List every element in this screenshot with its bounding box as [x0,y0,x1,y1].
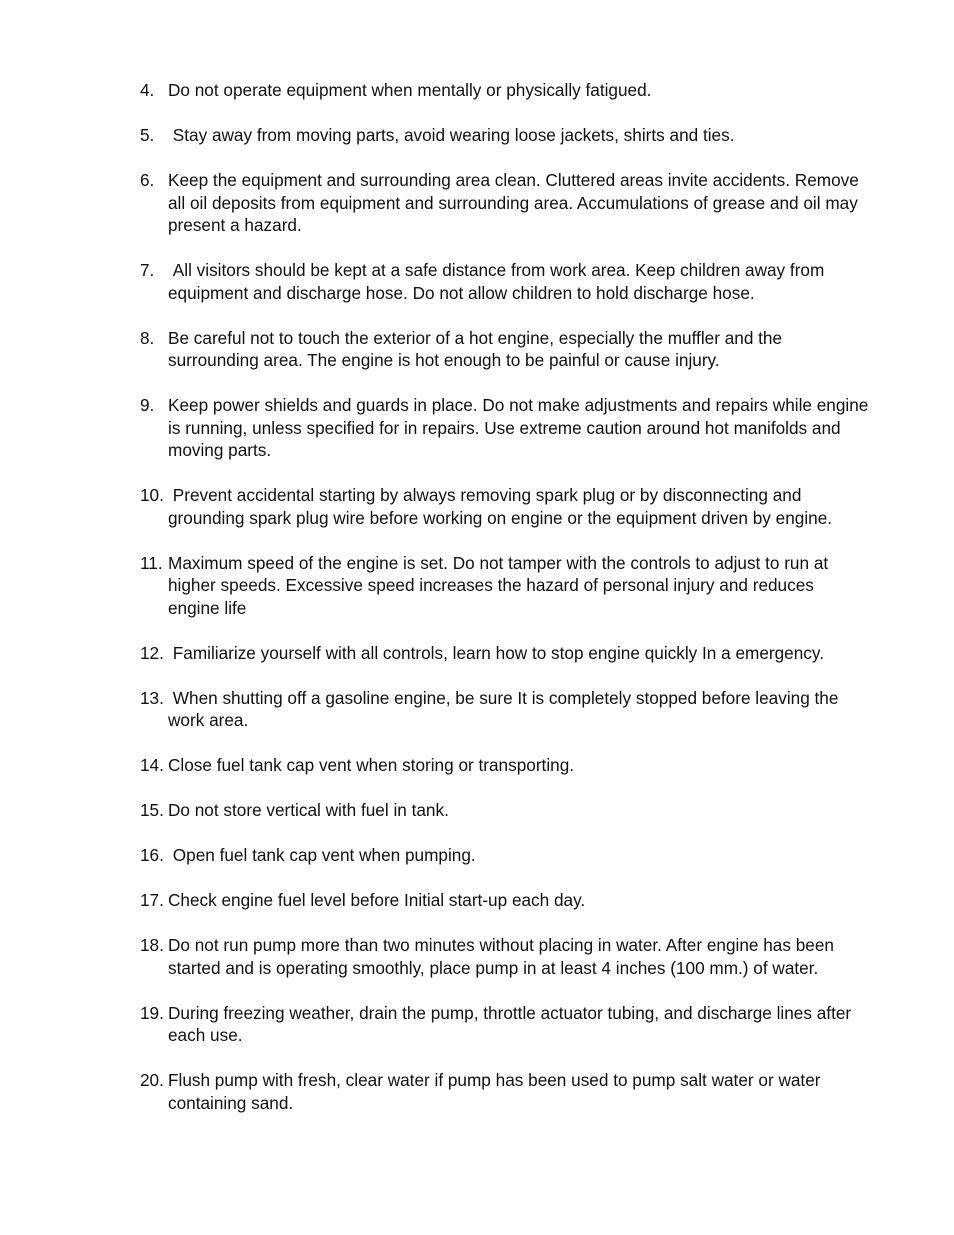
list-item [140,889,870,912]
list-item [140,799,870,822]
list-item [140,1069,870,1114]
item-number: 15. [140,800,164,820]
list-item [140,327,870,372]
item-text: Be careful not to touch the exterior of a hot engine, especially the muffler and the surrounding area. The engine is hot enough to be painful or cause injury. [168,327,787,370]
item-number: 5. [140,125,155,145]
item-number: 12. [140,642,164,663]
item-text: Stay away from moving parts, avoid wearing loose jackets, shirts and ties. [168,125,735,145]
item-number: 9. [140,395,155,415]
list-item [140,934,870,979]
list-item [140,394,874,462]
item-number: 4. [140,80,155,100]
item-number: 16. [140,845,164,865]
item-text: Do not operate equipment when mentally or physically fatigued. [168,80,652,100]
item-number: 8. [140,327,155,348]
item-text: During freezing weather, drain the pump, throttle actuator tubing, and discharge lines after each use. [168,1002,856,1045]
list-item [140,169,870,237]
item-text: Open fuel tank cap vent when pumping. [168,845,476,865]
item-text: Keep power shields and guards in place. Do not make adjustments and repairs while engine is running, unless specified for in repairs. Use extreme caution around hot manifolds and moving parts. [168,395,874,460]
item-text: Close fuel tank cap vent when storing or transporting. [168,755,575,775]
item-text: Maximum speed of the engine is set. Do not tamper with the controls to adjust to run at higher speeds. Excessive speed increases the hazard of personal injury and reduces engine life [168,552,833,618]
item-number: 20. [140,1070,164,1090]
list-item [140,844,870,867]
item-text: Familiarize yourself with all controls, learn how to stop engine quickly In a emergency. [168,642,824,663]
list-item [140,687,870,732]
item-number: 17. [140,890,164,910]
item-number: 11. [140,552,163,573]
item-text: Check engine fuel level before Initial start-up each day. [168,890,586,910]
list-item [140,1002,870,1047]
list-item [140,552,870,620]
item-text: Do not run pump more than two minutes without placing in water. After engine has been started and is operating smoothly, place pump in at least 4 inches (100 mm.) of water. [168,935,839,978]
list-item [140,79,870,102]
list-item [140,259,870,304]
item-number: 10. [140,485,164,505]
item-text: Keep the equipment and surrounding area clean. Cluttered areas invite accidents. Remove all oil deposits from equipment and surrounding area. Accumulations of grease and oil may present a hazard. [168,170,864,235]
item-number: 14. [140,755,164,775]
list-item [140,124,870,147]
item-number: 13. [140,687,164,708]
item-number: 18. [140,935,164,955]
item-number: 7. [140,260,155,280]
item-text: Prevent accidental starting by always removing spark plug or by disconnecting and grounding spark plug wire before working on engine or the equipment driven by engine. [168,485,833,528]
item-text: When shutting off a gasoline engine, be sure It is completely stopped before leaving the work area. [168,687,844,730]
list-item [140,754,870,777]
list-item [140,642,870,665]
item-text: Do not store vertical with fuel in tank. [168,800,449,820]
item-number: 6. [140,170,155,190]
list-item [140,484,870,529]
item-text: All visitors should be kept at a safe distance from work area. Keep children away from equipment and discharge hose. Do not allow children to hold discharge hose. [168,260,830,303]
item-text: Flush pump with fresh, clear water if pump has been used to pump salt water or water containing sand. [168,1070,826,1113]
safety-instructions-list [140,79,874,1137]
item-number: 19. [140,1002,164,1023]
